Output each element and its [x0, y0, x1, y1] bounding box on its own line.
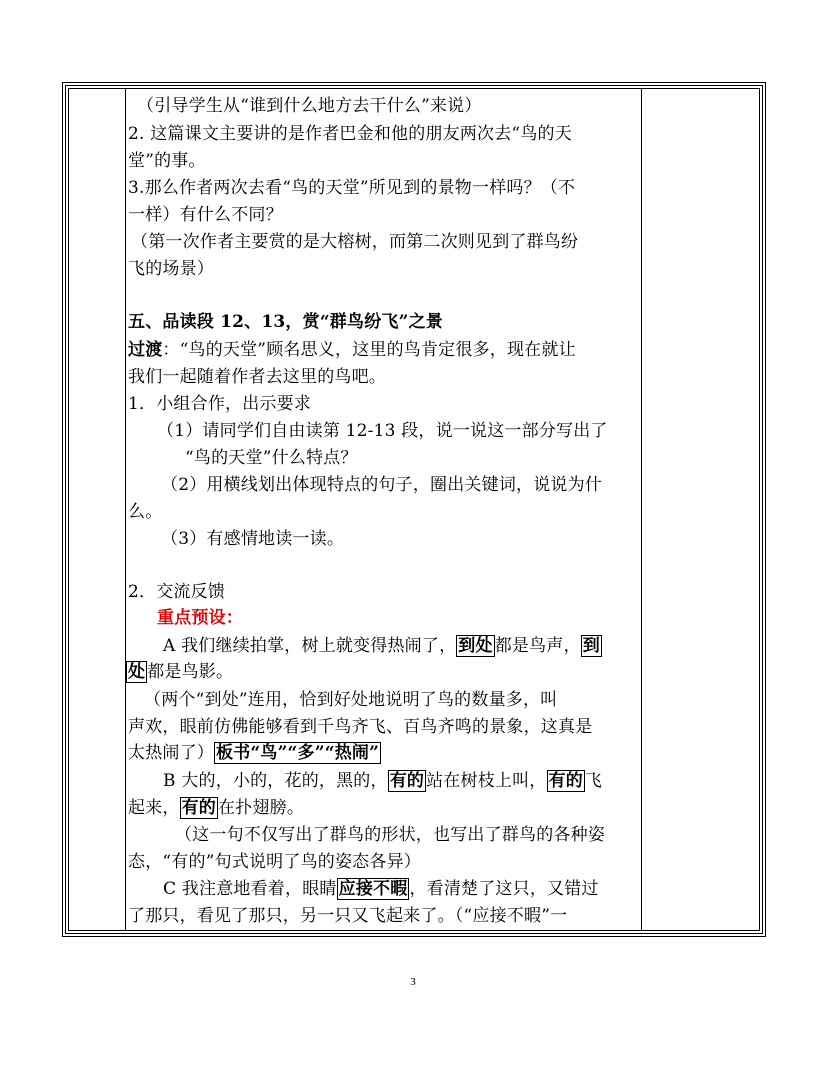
text-line: （2）用横线划出体现特点的句子，圈出关键词，说说为什 — [161, 475, 603, 495]
text-span: 飞 — [584, 771, 603, 791]
text-line — [163, 769, 602, 793]
text-span: 都是鸟声， — [494, 636, 581, 656]
text-line: （1）请同学们自由读第 12-13 段，说一说这一部分写出了 — [157, 421, 608, 441]
text-span: 太热闹了） — [128, 743, 214, 763]
text-line: 了那只，看见了那只，另一只又飞起来了。（“应接不暇”一 — [128, 906, 568, 926]
text-line: 声欢，眼前仿佛能够看到千鸟齐飞、百鸟齐鸣的景象，这真是 — [128, 717, 593, 737]
boxed-keyword: 处 — [128, 662, 146, 682]
text-line: 么。 — [128, 502, 163, 522]
section-heading: 五、品读段 12、13，赏“群鸟纷飞”之景 — [128, 312, 443, 332]
boxed-keyword: 到处 — [458, 636, 493, 656]
boxed-keyword: 有的 — [181, 798, 217, 818]
text-line — [128, 796, 304, 820]
key-preset-label: 重点预设： — [157, 608, 243, 628]
text-line: 一样）有什么不同？ — [128, 205, 283, 225]
text-line: （3）有感情地读一读。 — [161, 529, 345, 549]
text-line: 1．小组合作，出示要求 — [128, 394, 312, 414]
blackboard-note: 板书“鸟”“多”“热闹” — [216, 743, 380, 763]
text-line: 态，“有的”句式说明了鸟的姿态各异） — [128, 852, 421, 872]
transition-text: ：“鸟的天堂”顾名思义，这里的鸟肯定很多，现在就让 — [162, 340, 576, 360]
text-line: （两个“到处”连用，恰到好处地说明了鸟的数量多，叫 — [144, 690, 558, 710]
text-line — [128, 338, 576, 362]
text-line: 我们一起随着作者去这里的鸟吧。 — [128, 367, 386, 387]
transition-label: 过渡 — [128, 340, 163, 360]
text-line: “鸟的天堂”什么特点？ — [185, 448, 358, 468]
text-span: 起来， — [128, 798, 180, 818]
text-line — [163, 634, 602, 658]
text-span: ，看清楚了这只，又错过 — [409, 879, 599, 899]
text-line: 2. 这篇课文主要讲的是作者巴金和他的朋友两次去“鸟的天 — [128, 124, 572, 144]
text-line — [126, 660, 233, 684]
text-line: 飞的场景） — [128, 259, 214, 279]
text-line — [163, 877, 599, 901]
text-span: B 大的，小的，花的，黑的， — [163, 771, 388, 791]
text-span: A 我们继续拍掌，树上就变得热闹了， — [163, 636, 457, 656]
text-line: 2．交流反馈 — [128, 582, 226, 602]
text-span: 站在树枝上叫， — [426, 771, 547, 791]
boxed-keyword: 有的 — [389, 771, 425, 791]
text-line: （第一次作者主要赏的是大榕树，而第二次则见到了群鸟纷 — [131, 232, 579, 252]
column-divider-right — [641, 89, 642, 930]
page-number: 3 — [410, 976, 416, 988]
boxed-keyword: 应接不暇 — [338, 879, 408, 899]
text-span: C 我注意地看着，眼睛 — [163, 879, 337, 899]
text-line: 堂”的事。 — [128, 151, 206, 171]
text-line — [128, 741, 381, 765]
boxed-keyword: 到 — [582, 636, 600, 656]
column-divider-left — [125, 89, 126, 930]
text-span: 都是鸟影。 — [147, 662, 234, 682]
text-line: 3.那么作者两次去看“鸟的天堂”所见到的景物一样吗？（不 — [128, 178, 576, 198]
text-span: 在扑翅膀。 — [218, 798, 305, 818]
boxed-keyword: 有的 — [548, 771, 583, 791]
text-line: （引导学生从“谁到什么地方去干什么”来说） — [137, 96, 482, 116]
text-line: （这一句不仅写出了群鸟的形状，也写出了群鸟的各种姿 — [175, 825, 605, 845]
